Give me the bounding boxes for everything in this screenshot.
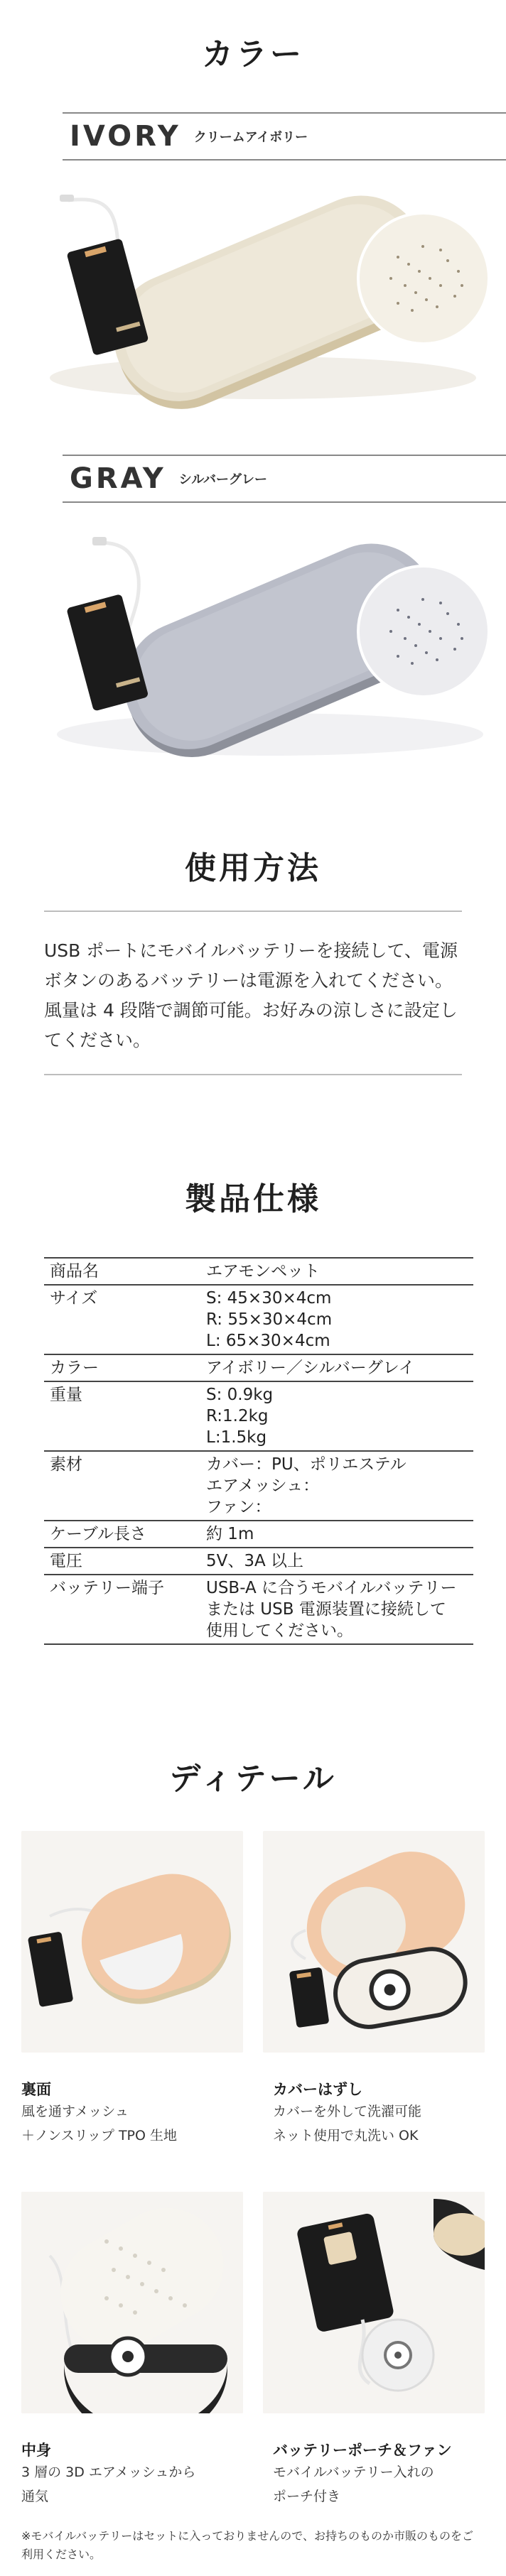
- detail-photo-cover: [263, 1831, 485, 2053]
- usage-divider-top: [44, 911, 462, 912]
- spec-key: 素材: [50, 1455, 82, 1474]
- spec-row: [44, 1381, 473, 1451]
- spec-key: バッテリー端子: [50, 1579, 164, 1597]
- spec-value-line: S: 45×30×4cm: [206, 1289, 332, 1308]
- spec-value-line: エアメッシュ：: [206, 1477, 320, 1495]
- battery-note: ※モバイルバッテリーはセットに入っておりませんので、お持ちのものか市販のものをご利用ください。: [21, 2529, 473, 2561]
- detail-caption-body: モバイルバッテリー入れの ポーチ付き: [273, 2464, 434, 2504]
- spec-key: カラー: [50, 1359, 99, 1377]
- spec-value-line: R: 55×30×4cm: [206, 1310, 333, 1329]
- spec-value-line: カバー：PU、ポリエステル: [206, 1455, 407, 1474]
- detail-photo-pouch-fan: [263, 2192, 485, 2413]
- spec-value-line: L:1.5kg: [206, 1428, 267, 1447]
- spec-key: 商品名: [50, 1262, 99, 1281]
- usage-title: 使用方法: [185, 850, 321, 886]
- spec-row: [44, 1451, 473, 1521]
- spec-key: ケーブル長さ: [50, 1525, 146, 1543]
- ivory-product-image: [0, 165, 506, 428]
- spec-value-line: ファン：: [206, 1498, 271, 1516]
- variant-name: IVORY: [70, 120, 181, 153]
- spec-title: 製品仕様: [185, 1181, 321, 1217]
- color-section-title: カラー: [202, 36, 304, 72]
- spec-value: [200, 1258, 473, 1285]
- spec-value-line: USB-A に合うモバイルバッテリー: [206, 1579, 457, 1597]
- detail-caption-title: 中身: [21, 2442, 51, 2459]
- variant-kana: クリームアイボリー: [193, 130, 308, 145]
- spec-value: [200, 1521, 473, 1548]
- spec-row: [44, 1354, 473, 1381]
- detail-caption-body: カバーを外して洗濯可能 ネット使用で丸洗い OK: [273, 2104, 422, 2143]
- spec-value: [200, 1575, 473, 1644]
- spec-key: 重量: [50, 1386, 82, 1404]
- spec-value: [200, 1285, 473, 1354]
- spec-value-line: エアモンペット: [206, 1262, 321, 1281]
- detail-caption-body: 風を通すメッシュ ＋ノンスリップ TPO 生地: [21, 2104, 178, 2143]
- spec-value-line: 5V、3A 以上: [206, 1552, 304, 1570]
- spec-row: [44, 1285, 473, 1354]
- spec-value: [200, 1451, 473, 1521]
- variant-header-gray: [63, 455, 506, 503]
- spec-value-line: アイボリー／シルバーグレイ: [206, 1359, 415, 1377]
- gray-product-image: [0, 507, 506, 777]
- spec-row: [44, 1521, 473, 1548]
- spec-value-line: または USB 電源装置に接続して: [206, 1600, 446, 1619]
- detail-caption-title: カバーはずし: [273, 2081, 362, 2098]
- spec-key: サイズ: [50, 1289, 98, 1308]
- detail-caption-title: バッテリーポーチ＆ファン: [273, 2442, 452, 2459]
- detail-caption-title: 裏面: [21, 2081, 51, 2098]
- spec-value: [200, 1381, 473, 1451]
- variant-name: GRAY: [70, 462, 166, 495]
- spec-table: [44, 1257, 473, 1645]
- spec-row: [44, 1258, 473, 1285]
- spec-value-line: S: 0.9kg: [206, 1386, 274, 1404]
- detail-photo-inner: [21, 2192, 243, 2413]
- detail-photo-back: [21, 1831, 243, 2053]
- spec-value: [200, 1548, 473, 1575]
- spec-value-line: 使用してください。: [206, 1621, 353, 1640]
- spec-value-line: L: 65×30×4cm: [206, 1332, 330, 1350]
- spec-value-line: 約 1m: [206, 1525, 254, 1543]
- spec-row: [44, 1548, 473, 1575]
- detail-title: ディテール: [169, 1761, 337, 1797]
- usage-text: USB ポートにモバイルバッテリーを接続して、電源ボタンのあるバッテリーは電源を入れてください。風量は 4 段階で調節可能。お好みの涼しさに設定してください。: [44, 940, 458, 1050]
- usage-divider-bottom: [44, 1074, 462, 1075]
- spec-row: [44, 1575, 473, 1644]
- spec-value: [200, 1354, 473, 1381]
- detail-caption-body: 3 層の 3D エアメッシュから 通気: [21, 2464, 196, 2504]
- spec-key: 電圧: [50, 1552, 82, 1570]
- variant-kana: シルバーグレー: [178, 472, 268, 487]
- spec-value-line: R:1.2kg: [206, 1407, 269, 1425]
- variant-header-ivory: [63, 112, 506, 161]
